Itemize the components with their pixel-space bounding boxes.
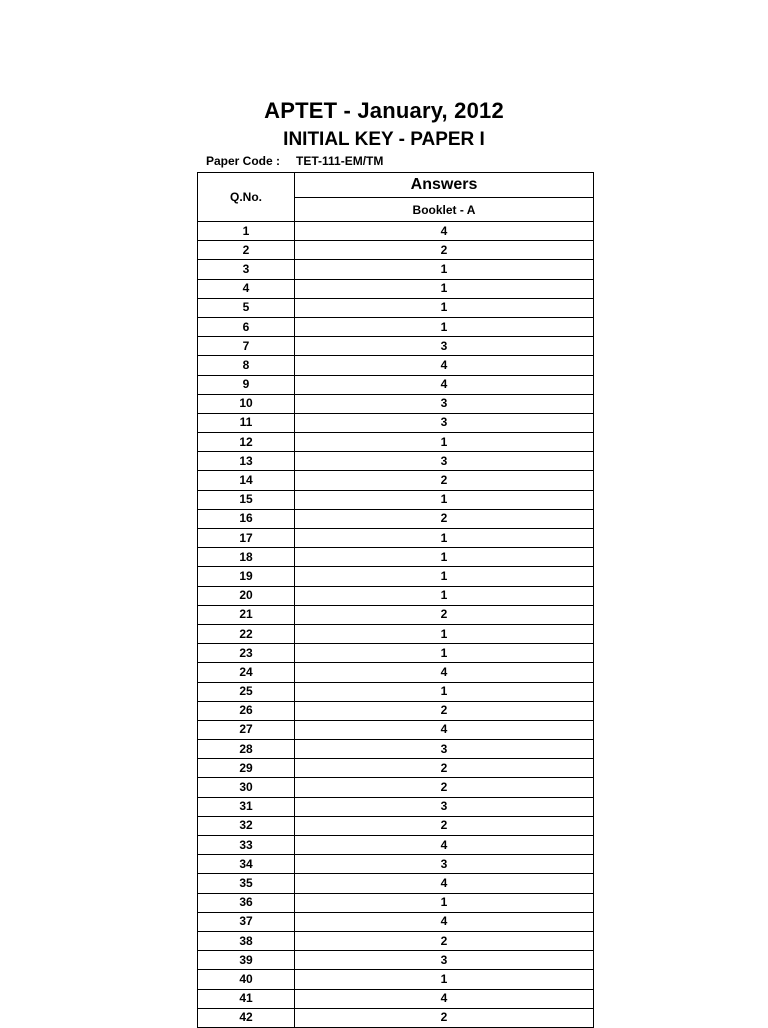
- table-row: [198, 279, 594, 298]
- question-number-cell: 4: [198, 279, 295, 298]
- answer-cell: 1: [295, 893, 594, 912]
- question-number-cell: 31: [198, 797, 295, 816]
- paper-code-label: Paper Code :: [206, 154, 281, 168]
- table-row: [198, 797, 594, 816]
- question-number-cell: 8: [198, 356, 295, 375]
- question-number-cell: 33: [198, 836, 295, 855]
- question-number-cell: 11: [198, 413, 295, 432]
- question-number-cell: 2: [198, 241, 295, 260]
- question-number-cell: 30: [198, 778, 295, 797]
- answer-cell: 1: [295, 529, 594, 548]
- question-number-cell: 21: [198, 605, 295, 624]
- table-row: [198, 567, 594, 586]
- answer-cell: 3: [295, 452, 594, 471]
- answer-cell: 4: [295, 874, 594, 893]
- answer-cell: 1: [295, 624, 594, 643]
- question-number-cell: 24: [198, 663, 295, 682]
- question-number-cell: 7: [198, 337, 295, 356]
- question-number-cell: 13: [198, 452, 295, 471]
- question-number-cell: 17: [198, 529, 295, 548]
- answer-cell: 4: [295, 989, 594, 1008]
- table-row: [198, 836, 594, 855]
- answer-cell: 1: [295, 279, 594, 298]
- table-row: [198, 529, 594, 548]
- table-row: [198, 548, 594, 567]
- answer-cell: 3: [295, 337, 594, 356]
- answer-cell: 1: [295, 682, 594, 701]
- question-number-cell: 32: [198, 816, 295, 835]
- answer-cell: 4: [295, 912, 594, 931]
- question-number-cell: 36: [198, 893, 295, 912]
- answer-cell: 4: [295, 663, 594, 682]
- table-row: [198, 624, 594, 643]
- question-number-cell: 1: [198, 222, 295, 241]
- table-row: [198, 644, 594, 663]
- answer-cell: 3: [295, 394, 594, 413]
- paper-code-value: TET-111-EM/TM: [296, 154, 384, 168]
- answer-cell: 1: [295, 490, 594, 509]
- answer-cell: 1: [295, 317, 594, 336]
- answer-cell: 3: [295, 951, 594, 970]
- table-row: [198, 260, 594, 279]
- table-row: [198, 682, 594, 701]
- answer-cell: 2: [295, 509, 594, 528]
- answer-cell: 2: [295, 471, 594, 490]
- question-number-cell: 20: [198, 586, 295, 605]
- table-row: [198, 356, 594, 375]
- table-row: [198, 931, 594, 950]
- table-row: [198, 951, 594, 970]
- table-row: [198, 394, 594, 413]
- table-row: [198, 375, 594, 394]
- qno-column-header: Q.No.: [198, 173, 295, 222]
- question-number-cell: 42: [198, 1008, 295, 1027]
- answer-cell: 4: [295, 356, 594, 375]
- question-number-cell: 16: [198, 509, 295, 528]
- answer-cell: 1: [295, 260, 594, 279]
- table-row: [198, 586, 594, 605]
- table-row: [198, 452, 594, 471]
- answer-cell: 2: [295, 816, 594, 835]
- question-number-cell: 25: [198, 682, 295, 701]
- table-row: [198, 337, 594, 356]
- question-number-cell: 38: [198, 931, 295, 950]
- question-number-cell: 10: [198, 394, 295, 413]
- question-number-cell: 37: [198, 912, 295, 931]
- question-number-cell: 22: [198, 624, 295, 643]
- answer-cell: 1: [295, 586, 594, 605]
- table-row: [198, 778, 594, 797]
- question-number-cell: 14: [198, 471, 295, 490]
- answer-cell: 1: [295, 548, 594, 567]
- answer-cell: 1: [295, 970, 594, 989]
- table-row: [198, 740, 594, 759]
- answer-cell: 1: [295, 298, 594, 317]
- answer-key-table: [197, 172, 594, 1028]
- question-number-cell: 6: [198, 317, 295, 336]
- question-number-cell: 27: [198, 720, 295, 739]
- answer-cell: 3: [295, 855, 594, 874]
- answer-cell: 3: [295, 740, 594, 759]
- answers-column-header: Answers: [295, 173, 594, 198]
- question-number-cell: 40: [198, 970, 295, 989]
- question-number-cell: 39: [198, 951, 295, 970]
- answer-cell: 3: [295, 797, 594, 816]
- answer-cell: 2: [295, 778, 594, 797]
- question-number-cell: 19: [198, 567, 295, 586]
- answer-cell: 1: [295, 433, 594, 452]
- table-row: [198, 471, 594, 490]
- answer-cell: 4: [295, 222, 594, 241]
- table-row: [198, 241, 594, 260]
- question-number-cell: 18: [198, 548, 295, 567]
- table-row: [198, 509, 594, 528]
- answer-cell: 1: [295, 567, 594, 586]
- question-number-cell: 5: [198, 298, 295, 317]
- table-row: [198, 720, 594, 739]
- table-row: [198, 816, 594, 835]
- table-row: [198, 222, 594, 241]
- answer-rows: [198, 222, 594, 1028]
- answer-cell: 4: [295, 836, 594, 855]
- answer-cell: 2: [295, 605, 594, 624]
- answer-cell: 1: [295, 644, 594, 663]
- booklet-header: Booklet - A: [295, 198, 594, 222]
- table-row: [198, 759, 594, 778]
- table-row: [198, 912, 594, 931]
- table-row: [198, 433, 594, 452]
- table-row: [198, 605, 594, 624]
- answer-cell: 4: [295, 375, 594, 394]
- table-row: [198, 970, 594, 989]
- question-number-cell: 41: [198, 989, 295, 1008]
- document-title: APTET - January, 2012: [264, 98, 504, 123]
- document-subtitle: INITIAL KEY - PAPER I: [283, 129, 485, 150]
- answer-cell: 4: [295, 720, 594, 739]
- table-row: [198, 893, 594, 912]
- table-row: [198, 317, 594, 336]
- table-row: [198, 490, 594, 509]
- question-number-cell: 3: [198, 260, 295, 279]
- table-row: [198, 989, 594, 1008]
- question-number-cell: 28: [198, 740, 295, 759]
- question-number-cell: 26: [198, 701, 295, 720]
- table-row: [198, 874, 594, 893]
- answer-cell: 2: [295, 701, 594, 720]
- answer-cell: 2: [295, 759, 594, 778]
- answer-cell: 2: [295, 1008, 594, 1027]
- answer-cell: 3: [295, 413, 594, 432]
- answer-cell: 2: [295, 241, 594, 260]
- question-number-cell: 12: [198, 433, 295, 452]
- question-number-cell: 15: [198, 490, 295, 509]
- question-number-cell: 9: [198, 375, 295, 394]
- question-number-cell: 35: [198, 874, 295, 893]
- question-number-cell: 23: [198, 644, 295, 663]
- table-row: [198, 701, 594, 720]
- table-row: [198, 413, 594, 432]
- question-number-cell: 34: [198, 855, 295, 874]
- table-row: [198, 855, 594, 874]
- table-row: [198, 1008, 594, 1027]
- question-number-cell: 29: [198, 759, 295, 778]
- answer-cell: 2: [295, 931, 594, 950]
- table-row: [198, 298, 594, 317]
- paper-code: [206, 154, 383, 168]
- table-row: [198, 663, 594, 682]
